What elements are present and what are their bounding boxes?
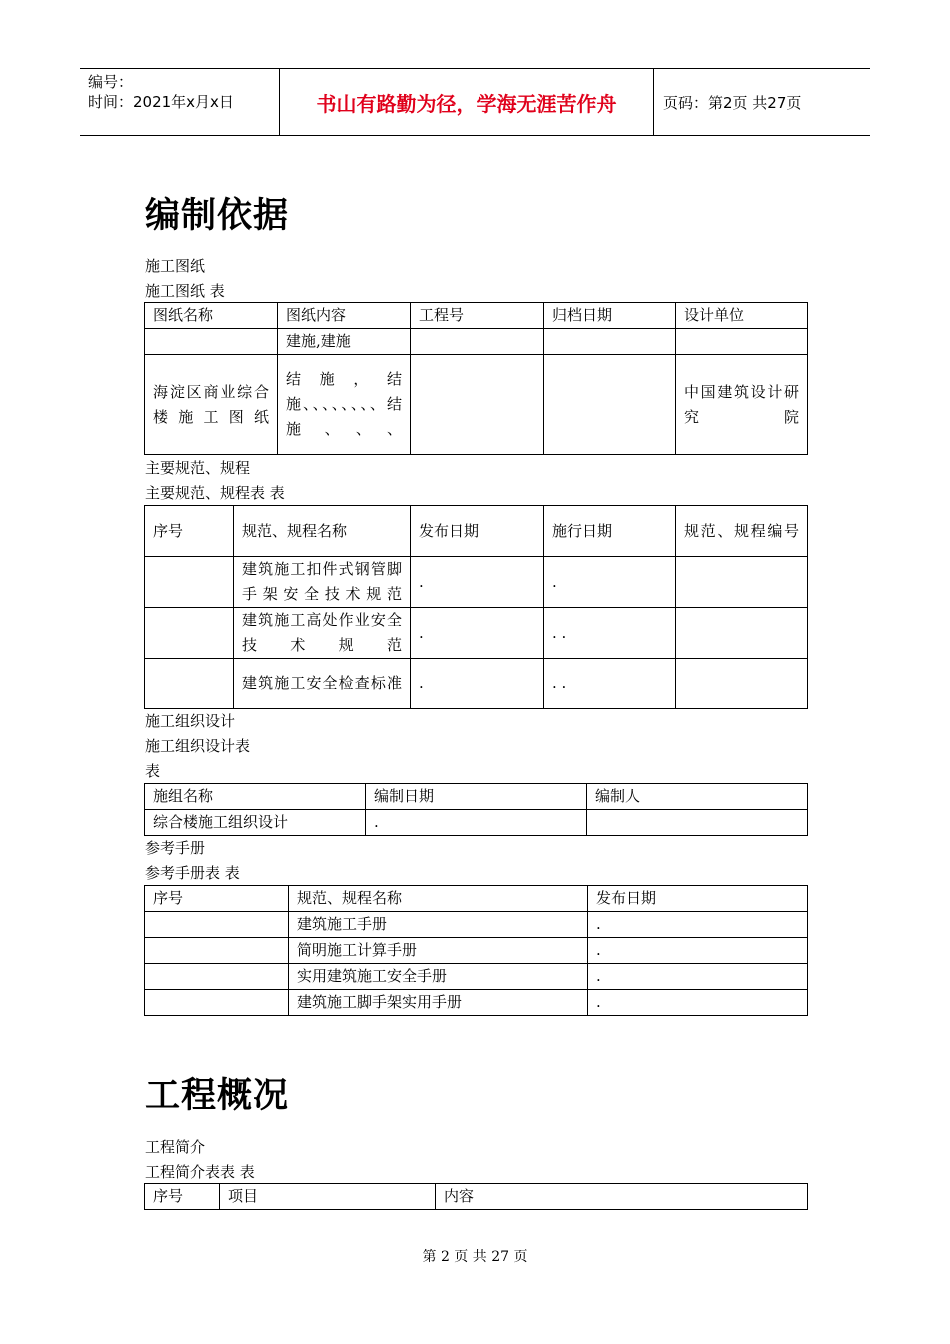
table-header-row (145, 1184, 808, 1210)
table-cell: . (411, 608, 544, 659)
table-cell: . (588, 964, 808, 990)
intro-heading: 工程简介 (145, 1138, 206, 1156)
table-cell: 建筑施工高处作业安全技术规范 (234, 608, 411, 659)
table-row (145, 608, 808, 659)
header-page-info: 页码：第2页 共27页 (663, 93, 802, 112)
table-cell: . . (544, 659, 676, 709)
table-cell: . (588, 912, 808, 938)
time-label: 时间：2021年x月x日 (88, 93, 234, 111)
table-cell (145, 938, 289, 964)
table-row (145, 557, 808, 608)
codes-caption: 主要规范、规程表 表 (145, 484, 285, 502)
table-cell (676, 557, 808, 608)
table-cell (145, 557, 234, 608)
table-header-row (145, 784, 808, 810)
table-cell (145, 990, 289, 1016)
column-header: 序号 (145, 1184, 220, 1210)
column-header: 编制人 (587, 784, 808, 810)
column-header: 图纸内容 (278, 303, 411, 329)
table-cell (544, 355, 676, 455)
table-cell: . (588, 990, 808, 1016)
table-cell: 综合楼施工组织设计 (145, 810, 366, 836)
table-cell: . (411, 659, 544, 709)
column-header: 规范、规程名称 (289, 886, 588, 912)
table-cell: 建筑施工扣件式钢管脚手架安全技术规范 (234, 557, 411, 608)
table-row (145, 912, 808, 938)
table-cell: 建施,建施 (278, 329, 411, 355)
table-cell: . . (544, 608, 676, 659)
column-header: 内容 (436, 1184, 808, 1210)
table-cell: 建筑施工安全检查标准 (234, 659, 411, 709)
table-cell: 中国建筑设计研究院 (676, 355, 808, 455)
org-design-caption: 施工组织设计表 (145, 737, 251, 755)
column-header: 规范、规程编号 (676, 506, 808, 557)
table-header-row (145, 303, 808, 329)
table-cell (544, 329, 676, 355)
table-row (145, 659, 808, 709)
codes-table (144, 505, 808, 709)
column-header: 项目 (220, 1184, 436, 1210)
table-row (145, 810, 808, 836)
org-design-table (144, 783, 808, 836)
table-row (145, 329, 808, 355)
column-header: 编制日期 (366, 784, 587, 810)
intro-caption: 工程简介表表 表 (145, 1163, 255, 1181)
column-header: 施组名称 (145, 784, 366, 810)
table-cell (676, 608, 808, 659)
table-cell: 实用建筑施工安全手册 (289, 964, 588, 990)
column-header: 序号 (145, 506, 234, 557)
table-cell: . (544, 557, 676, 608)
column-header: 规范、规程名称 (234, 506, 411, 557)
drawings-caption: 施工图纸 表 (145, 282, 225, 300)
manuals-table (144, 885, 808, 1016)
table-cell (145, 964, 289, 990)
codes-heading: 主要规范、规程 (145, 459, 251, 477)
column-header: 设计单位 (676, 303, 808, 329)
table-cell: 建筑施工手册 (289, 912, 588, 938)
table-cell: . (366, 810, 587, 836)
manuals-heading: 参考手册 (145, 839, 206, 857)
column-header: 序号 (145, 886, 289, 912)
column-header: 施行日期 (544, 506, 676, 557)
table-cell (145, 912, 289, 938)
section-title-basis: 编制依据 (145, 196, 290, 236)
table-cell (411, 355, 544, 455)
table-header-row (145, 506, 808, 557)
serial-label: 编号： (88, 73, 134, 91)
column-header: 归档日期 (544, 303, 676, 329)
column-header: 工程号 (411, 303, 544, 329)
table-cell (145, 659, 234, 709)
table-cell: 海淀区商业综合楼施工图纸 (145, 355, 278, 455)
table-cell: 结施，结施、、、、、、、、结施、、、 (278, 355, 411, 455)
column-header: 发布日期 (411, 506, 544, 557)
table-cell: . (411, 557, 544, 608)
table-cell: . (588, 938, 808, 964)
table-header-row (145, 886, 808, 912)
table-cell: 简明施工计算手册 (289, 938, 588, 964)
table-cell (145, 608, 234, 659)
table-cell (145, 329, 278, 355)
table-cell (587, 810, 808, 836)
table-cell (676, 659, 808, 709)
table-cell (411, 329, 544, 355)
intro-table (144, 1183, 808, 1210)
manuals-caption: 参考手册表 表 (145, 864, 240, 882)
org-design-heading: 施工组织设计 (145, 712, 236, 730)
table-cell (676, 329, 808, 355)
page-footer: 第 2 页 共 27 页 (422, 1249, 528, 1265)
section-title-overview: 工程概况 (145, 1076, 290, 1116)
table-row (145, 355, 808, 455)
table-row (145, 990, 808, 1016)
column-header: 图纸名称 (145, 303, 278, 329)
table-row (145, 938, 808, 964)
table-row (145, 964, 808, 990)
header-meta (80, 69, 280, 135)
column-header: 发布日期 (588, 886, 808, 912)
table-cell: 建筑施工脚手架实用手册 (289, 990, 588, 1016)
drawings-heading: 施工图纸 (145, 257, 206, 275)
page-header (80, 68, 870, 136)
motto: 书山有路勤为径，学海无涯苦作舟 (280, 69, 654, 135)
drawings-table (144, 302, 808, 455)
org-design-caption-2: 表 (145, 762, 161, 780)
